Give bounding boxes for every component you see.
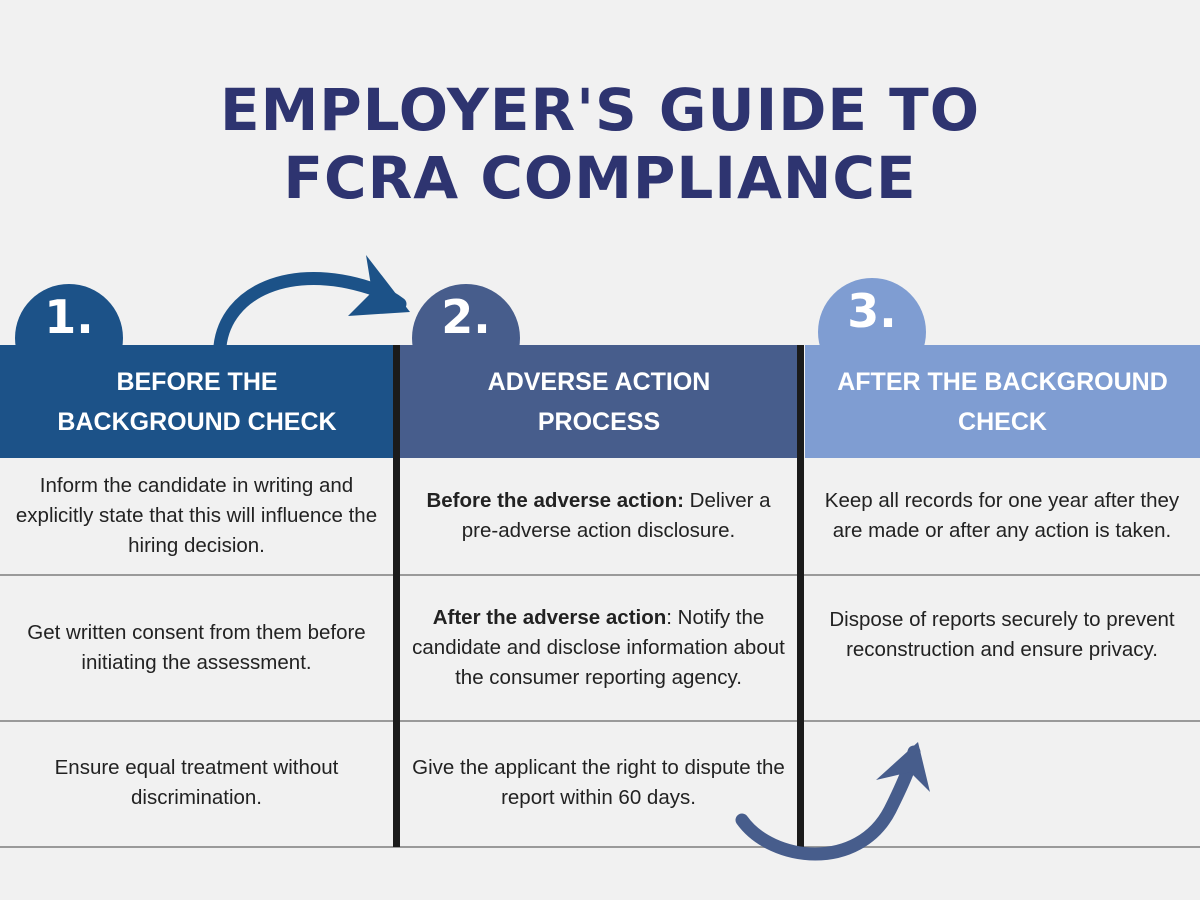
- cell-3-2: [400, 730, 797, 840]
- cell-1-1: [0, 470, 393, 562]
- column-divider: [393, 345, 400, 847]
- row-divider: [0, 846, 1200, 848]
- cell-text: Give the applicant the right to dispute the report within 60 days.: [412, 756, 785, 809]
- column-3-header: [805, 345, 1200, 458]
- column-1-heading-line-1: BEFORE THE: [116, 367, 278, 396]
- column-2-heading-line-1: ADVERSE ACTION: [487, 367, 711, 396]
- column-1-header: [0, 345, 394, 458]
- cell-text: Keep all records for one year after they are made or after any action is taken.: [824, 489, 1180, 542]
- column-2-header: [400, 345, 798, 458]
- column-3-heading-line-2: CHECK: [958, 407, 1047, 436]
- column-3-heading-line-1: AFTER THE BACKGROUND: [837, 367, 1168, 396]
- row-divider: [0, 720, 1200, 722]
- arrow-1-to-2: [220, 255, 410, 346]
- step-1-number: 1.: [44, 290, 94, 344]
- cell-3-1: [0, 730, 393, 840]
- title-line-1: EMPLOYER'S GUIDE TO: [219, 76, 981, 144]
- cell-text: [406, 486, 791, 546]
- cell-text-rest: Deliver a pre-adverse action disclosure.: [461, 489, 771, 542]
- cell-2-3: [804, 586, 1200, 710]
- cell-text: Get written consent from them before initiating the assessment.: [27, 621, 366, 674]
- cell-text-rest: : Notify the candidate and disclose information about the consumer reporting agency.: [412, 606, 785, 689]
- page-title: [0, 76, 1200, 212]
- step-2-number: 2.: [441, 290, 491, 344]
- cell-2-2: [400, 586, 797, 710]
- cell-text: Dispose of reports securely to prevent reconstruction and ensure privacy.: [829, 608, 1175, 661]
- cell-bold-lead: Before the adverse action:: [426, 489, 684, 512]
- cell-1-3: [804, 470, 1200, 562]
- column-1-heading-line-2: BACKGROUND CHECK: [57, 407, 337, 436]
- cell-1-2: [400, 470, 797, 562]
- column-2-heading-line-2: PROCESS: [537, 407, 661, 436]
- step-3-number: 3.: [847, 284, 897, 338]
- cell-text: Inform the candidate in writing and explicitly state that this will influence the hiring decision.: [15, 474, 378, 557]
- cell-bold-lead: After the adverse action: [432, 606, 667, 629]
- column-divider: [797, 345, 804, 847]
- cell-text: [406, 603, 791, 693]
- row-divider: [0, 574, 1200, 576]
- cell-text: Ensure equal treatment without discrimination.: [54, 756, 339, 809]
- title-line-2: FCRA COMPLIANCE: [283, 144, 917, 212]
- cell-2-1: [0, 586, 393, 710]
